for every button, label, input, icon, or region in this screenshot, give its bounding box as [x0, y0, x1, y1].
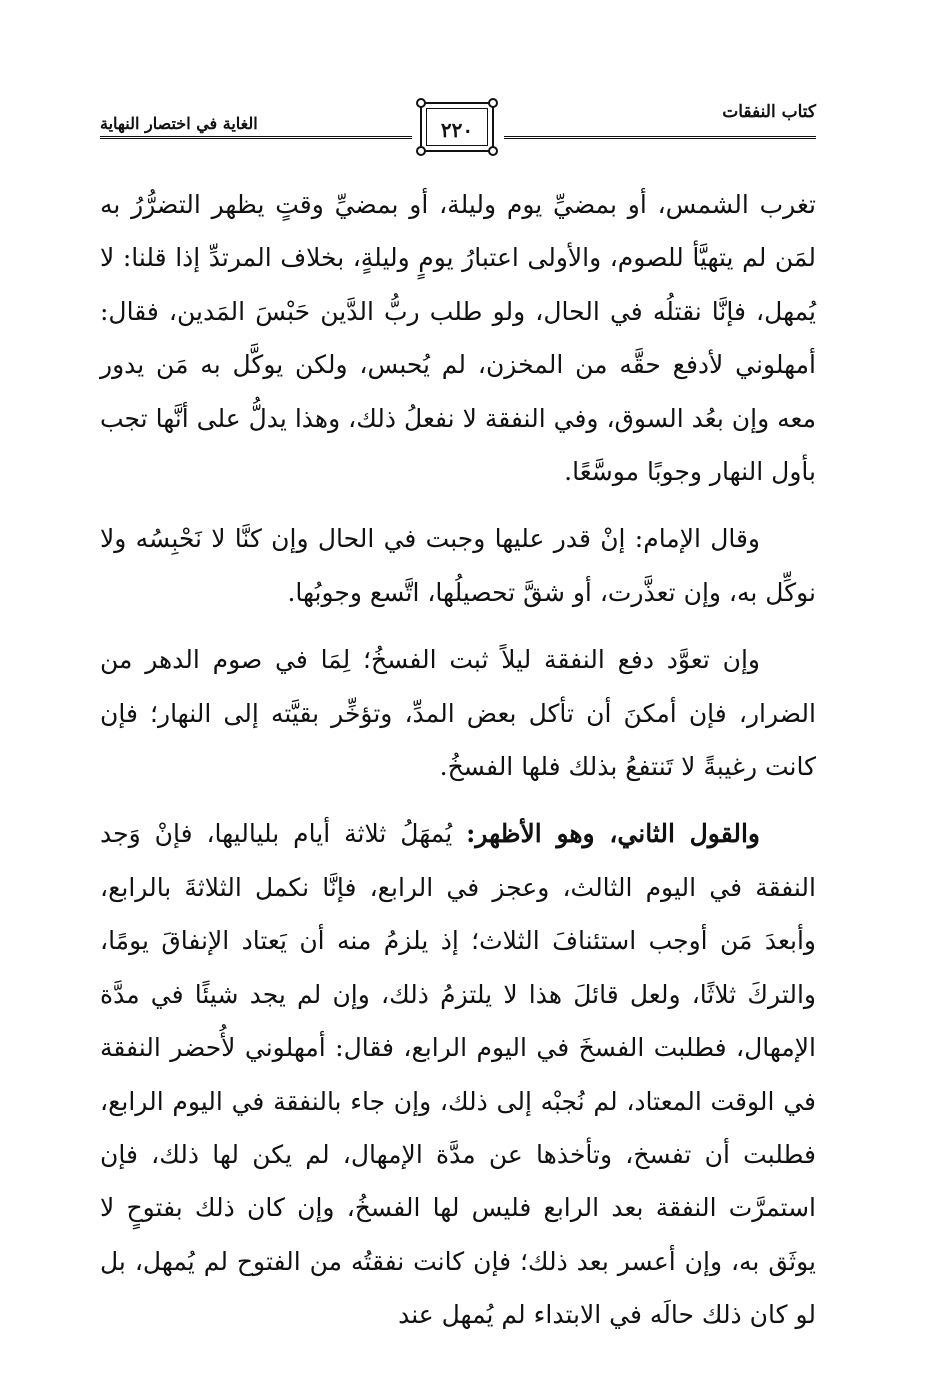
page-number: ٢٢٠ [440, 118, 474, 142]
page-number-frame [414, 96, 500, 156]
running-header [100, 96, 816, 156]
header-rule-left [100, 136, 412, 139]
paragraph-4-lead: والقول الثاني، وهو الأظهر: [466, 819, 760, 849]
header-rule-right [504, 136, 816, 139]
frame-ornament [488, 146, 498, 156]
book-title: الغاية في اختصار النهاية [100, 114, 258, 133]
paragraph-3: وإن تعوَّد دفع النفقة ليلاً ثبت الفسخُ؛ لِمَا في صوم الدهر من الضرار، فإن أمكنَ أن تأكل بعض المدِّ، وتؤخِّر بقيَّته إلى النهار؛ فإن كانت رغيبةً لا تَنتفعُ بذلك فلها الفسخُ. [100, 645, 816, 782]
page-body [100, 178, 816, 1342]
paragraph-4-text: يُمهَلُ ثلاثة أيام بلياليها، فإنْ وَجد النفقة في اليوم الثالث، وعجز في الرابع، فإنَّا نكمل الثلاثةَ بالرابع، وأبعدَ مَن أوجب استئنافَ الثلاث؛ إذ يلزمُ منه أن يَعتاد الإنفاقَ يومًا، والتركَ ثلاثًا، ولعل قائلَ هذا لا يلتزمُ ذلك، وإن لم يجد شيئًا في مدَّة الإمهال، فطلبت الفسخَ في اليوم الرابع، فقال: أمهلوني لأُحضر النفقة في الوقت المعتاد، لم نُجبْه إلى ذلك، وإن جاء بالنفقة في اليوم الرابع، فطلبت أن تفسخ، وتأخذها عن مدَّة الإمهال، لم يكن لها ذلك، فإن استمرَّت النفقة بعد الرابع فليس لها الفسخُ، وإن كان ذلك بفتوحٍ لا يوثَق به، وإن أعسر بعد ذلك؛ فإن كانت نفقتُه من الفتوح لم يُمهل، بل لو كان ذلك حالَه في الابتداء لم يُمهل عند [100, 819, 816, 1330]
paragraph-1: تغرب الشمس، أو بمضيِّ يوم وليلة، أو بمضيِّ وقتٍ يظهر التضرُّرُ به لمَن لم يتهيَّأ للصوم، والأولى اعتبارُ يومٍ وليلةٍ، بخلاف المرتدِّ إذا قلنا: لا يُمهل، فإنَّا نقتلُه في الحال، ولو طلب ربُّ الدَّين حَبْسَ المَدين، فقال: أمهلوني لأدفع حقَّه من المخزن، لم يُحبس، ولكن يوكَّل به مَن يدور معه وإن بعُد السوق، وفي النفقة لا نفعلُ ذلك، وهذا يدلُّ على أنَّها تجب بأول النهار وجوبًا موسَّعًا. [100, 190, 816, 487]
frame-ornament [416, 98, 426, 108]
frame-ornament [488, 98, 498, 108]
chapter-title: كتاب النفقات [722, 102, 816, 122]
paragraph-4 [100, 807, 816, 1341]
frame-ornament [416, 146, 426, 156]
paragraph-2: وقال الإمام: إنْ قدر عليها وجبت في الحال وإن كنَّا لا نَحْبِسُه ولا نوكِّل به، وإن تعذَّرت، أو شقَّ تحصيلُها، اتَّسع وجوبُها. [100, 524, 816, 607]
